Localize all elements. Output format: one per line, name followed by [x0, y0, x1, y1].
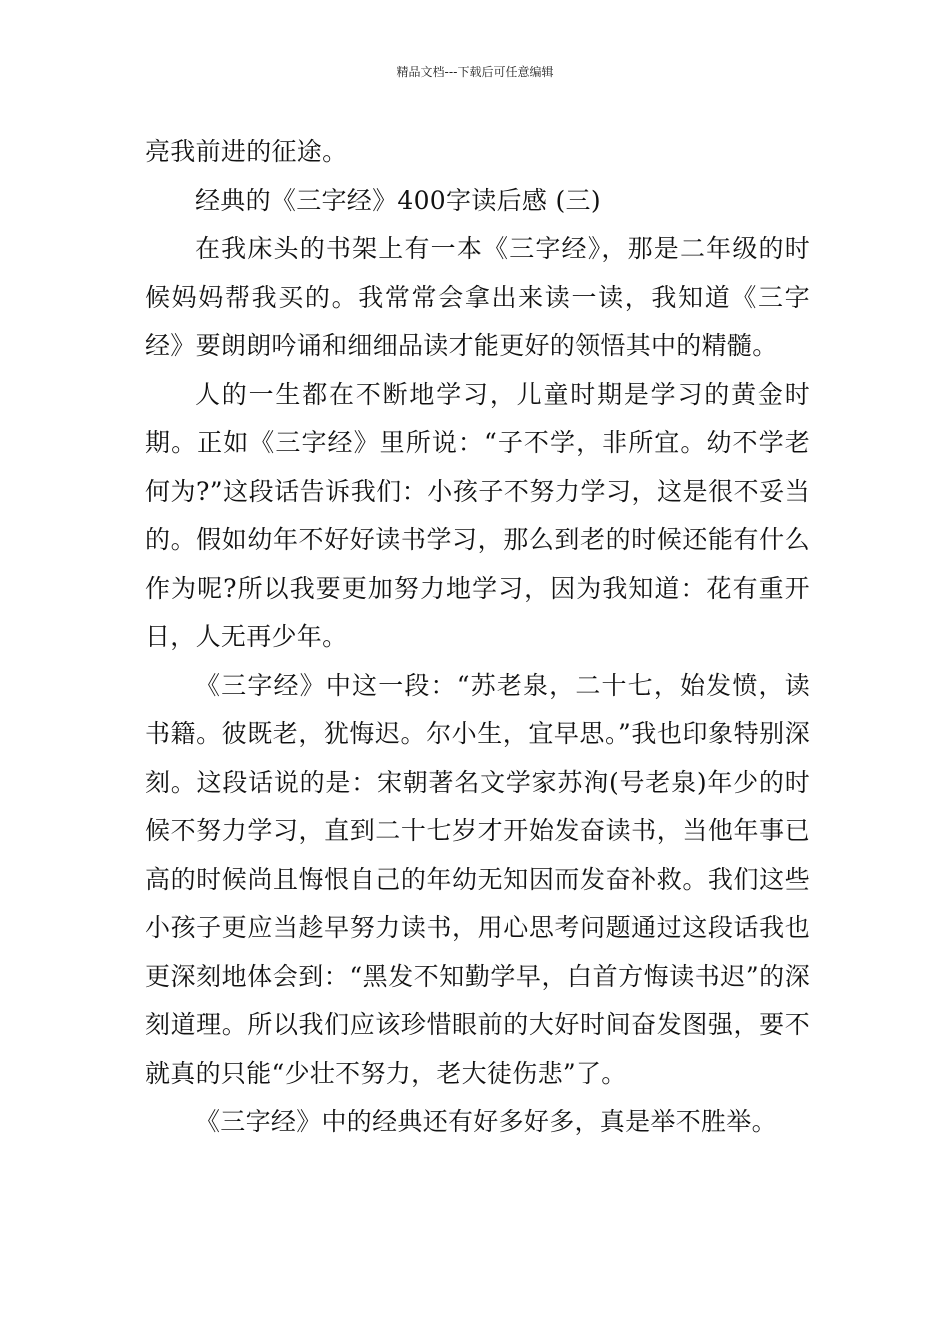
page-header: 精品文档---下载后可任意编辑 — [396, 65, 554, 79]
paragraph: 在我床头的书架上有一本《三字经》，那是二年级的时候妈妈帮我买的。我常常会拿出来读一读，我知道《三字经》要朗朗吟诵和细细品读才能更好的领悟其中的精髓。 — [145, 234, 810, 360]
paragraph-continuation: 亮我前进的征途。 — [145, 137, 348, 166]
document-body — [145, 128, 810, 1147]
paragraph: 《三字经》中这一段：“苏老泉，二十七，始发愤，读书籍。彼既老，犹悔迟。尔小生，宜早思。”我也印象特别深刻。这段话说的是：宋朝著名文学家苏洵(号老泉)年少的时候不努力学习，直到二十七岁才开始发奋读书，当他年事已高的时候尚且悔恨自己的年幼无知因而发奋补救。我们这些小孩子更应当趁早努力读书，用心思考问题通过这段话我也更深刻地体会到：“黑发不知勤学早，白首方悔读书迟”的深刻道理。所以我们应该珍惜眼前的大好时间奋发图强，要不就真的只能“少壮不努力，老大徒伤悲”了。 — [145, 670, 810, 1088]
section-title: 经典的《三字经》400字读后感 (三) — [195, 185, 601, 215]
paragraph: 《三字经》中的经典还有好多好多，真是举不胜举。 — [195, 1107, 777, 1136]
paragraph: 人的一生都在不断地学习，儿童时期是学习的黄金时期。正如《三字经》里所说：“子不学，非所宜。幼不学老何为?”这段话告诉我们：小孩子不努力学习，这是很不妥当的。假如幼年不好好读书学习，那么到老的时候还能有什么作为呢?所以我要更加努力地学习，因为我知道：花有重开日，人无再少年。 — [145, 379, 810, 651]
